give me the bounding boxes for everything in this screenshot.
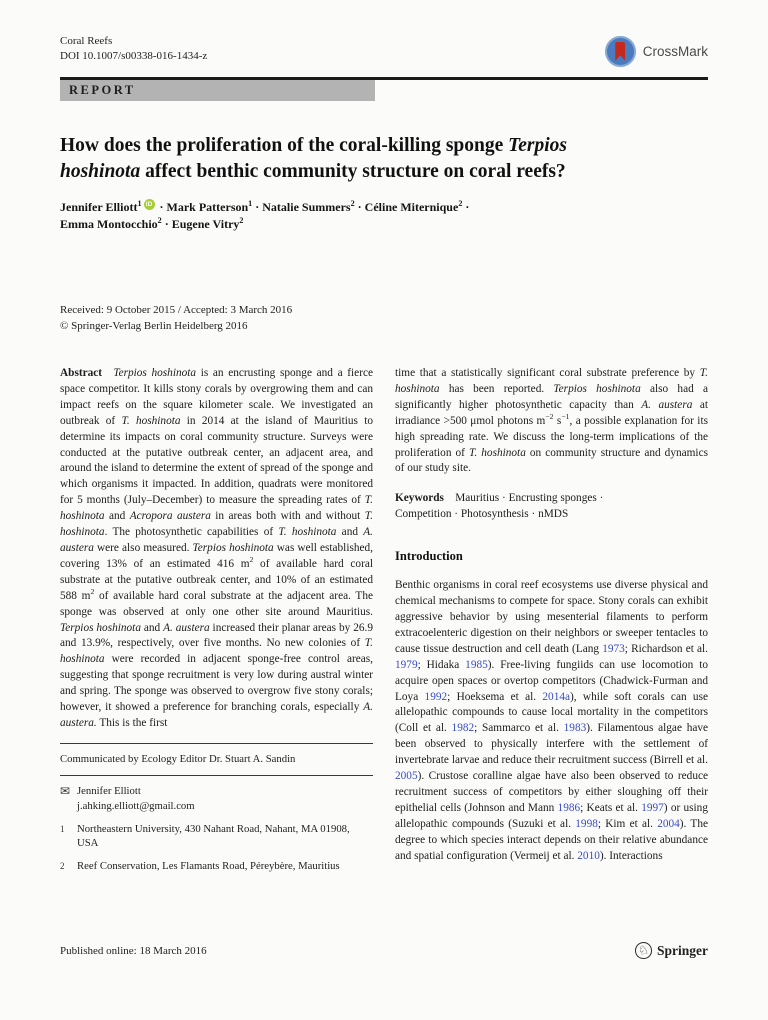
affiliation-text: Northeastern University, 430 Nahant Road, Nahant, MA 01908, USA (77, 822, 350, 850)
affiliation-item (60, 822, 373, 851)
authors-line: Jennifer Elliott$^1$ iD · Mark Patterson$^1$ · Natalie Summers$^2$ · Céline Miternique$^2$ · Emma Montocchio$^2$ · Eugene Vitry$^2$ (60, 199, 470, 231)
citation-link[interactable]: 1986 (557, 801, 581, 814)
citation-link[interactable]: 1979 (395, 658, 418, 671)
introduction-heading: Introduction (395, 549, 463, 564)
keywords-line: Keywords Mauritius · Encrusting sponges · Competition · Photosynthesis · nMDS (395, 492, 604, 521)
crossmark-logo[interactable] (605, 36, 708, 67)
citation-link[interactable]: 1997 (641, 801, 664, 814)
paper-title: How does the proliferation of the coral-killing sponge Terpios hoshinota affect benthic community structure on coral reefs? (60, 135, 568, 182)
footnotes-block (60, 743, 373, 874)
journal-name: Coral Reefs (60, 35, 113, 47)
doi: DOI 10.1007/s00338-016-1434-z (60, 50, 208, 62)
crossmark-label: CrossMark (642, 44, 708, 59)
affiliation-text: Reef Conservation, Les Flamants Road, Péreybère, Mauritius (77, 859, 340, 872)
bookmark-icon (615, 42, 625, 61)
abstract-paragraph: Abstract Terpios hoshinota is an encrusting sponge and a fierce space competitor. It kills stony corals by overgrowing them and can impact reefs on the square kilometer scale. We investigated an outbreak of T. hoshinota in 2014 at the island of Mauritius to determine its impacts on coral community structure. Surveys were conducted at the putative outbreak center, an adjacent area, and around the island to determine the extent of spread of the sponge and which organisms it impacted. In addition, quadrats were monitored for 5 months (July–December) to measure the spreading rates of T. hoshinota and Acropora austera in areas both with and without T. hoshinota. The photosynthetic capabilities of T. hoshinota and A. austera were also measured. Terpios hoshinota was well established, covering 13% of an estimated 416 $m^2$ of available hard coral substrate at the putative outbreak center, and 10% of an estimated 588 $m^2$ of available hard coral substrate at the adjacent area. The sponge was observed at only one other site around Mauritius. Terpios hoshinota and A. austera increased their planar areas by 26.9 and 13.9%, respectively, over five months. No new colonies of T. hoshinota were recorded in adjacent sponge-free control areas, suggesting that sponge recruitment is very low during austral winter and spring. The sponge was observed to overgrow five stony corals; however, it showed a preference for branching corals, especially A. austera. This is the first (60, 367, 373, 729)
orcid-icon[interactable]: iD (144, 199, 155, 210)
affiliation-marker: 1 (60, 823, 65, 834)
citation-link[interactable]: 1982 (451, 722, 475, 735)
dates-block (60, 303, 708, 334)
citation-link[interactable]: 1992 (424, 690, 448, 703)
citation-link[interactable]: 2010 (577, 849, 600, 862)
citation-link[interactable]: 1973 (602, 642, 625, 655)
abstract-continuation: time that a statistically significant coral substrate preference by T. hoshinota has been reported. Terpios hoshinota also had a significantly higher photosynthetic capacity than A. austera at irradiance >500 μmol photons $m^{-2}$ $s^{-1}$, a possible explanation for its high spreading rate. We discuss the long-term implications of the proliferation of T. hoshinota on community structure and dynamics of our study site. (395, 367, 708, 475)
citation-link[interactable]: 2005 (395, 770, 418, 783)
published-online: Published online: 18 March 2016 (60, 944, 207, 957)
correspondence-email[interactable]: j.ahking.elliott@gmail.com (77, 800, 195, 813)
springer-logo (635, 942, 708, 959)
introduction-paragraph: Benthic organisms in coral reef ecosystems use diverse physical and chemical mechanisms to compete for space. Stony corals can exhibit aggressive behavior by using mesenterial filaments to perform extracoelenteric digestion on their neighbors or sweeper tentacles to cause tissue destruction and cell death (Lang 1973; Richardson et al. 1979; Hidaka 1985). Free-living fungiids can use locomotion to acquire open spaces or overtop competitors (Chadwick-Furman and Loya 1992; Hoeksema et al. 2014a), while soft corals can use allelopathic compounds to cause local mortality in the competitors (Coll et al. 1982; Sammarco et al. 1983). Filamentous algae have been observed to physically interfere with the settlement of invertebrate larvae and reduce their recruitment success (Birrell et al. 2005). Crustose coralline algae have also been observed to reduce recruitment success of competitors by either sloughing off their epithelial cells (Johnson and Mann 1986; Keats et al. 1997) or using allelopathic compounds (Suzuki et al. 1998; Kim et al. 2004). The degree to which species interact depends on their relative abundance and spatial configuration (Vermeij et al. 2010). Interactions (395, 579, 709, 862)
received-accepted-line: Received: 9 October 2015 / Accepted: 3 March 2016 (60, 304, 293, 316)
two-column-body (60, 366, 708, 873)
citation-link[interactable]: 2014a (542, 690, 571, 703)
left-column (60, 366, 373, 873)
affiliation-marker: 2 (60, 860, 65, 871)
page-footer (60, 942, 708, 959)
affiliation-item (60, 859, 373, 874)
correspondence-name: Jennifer Elliott (77, 785, 141, 798)
springer-knight-icon: ♘ (634, 941, 653, 960)
email-icon: ✉ (60, 784, 71, 799)
page-header (60, 34, 708, 67)
copyright-line: © Springer-Verlag Berlin Heidelberg 2016 (60, 319, 248, 332)
footnote-rule (60, 743, 373, 744)
correspondence-block (60, 784, 373, 813)
report-badge: REPORT (60, 80, 375, 101)
crossmark-icon (605, 36, 636, 67)
communicated-by-note: Communicated by Ecology Editor Dr. Stuart A. Sandin (60, 752, 296, 765)
citation-link[interactable]: 1998 (575, 817, 598, 830)
citation-link[interactable]: 1983 (563, 722, 587, 735)
right-column (395, 366, 708, 873)
springer-label: Springer (656, 942, 708, 958)
footnote-rule (60, 775, 373, 776)
citation-link[interactable]: 1985 (465, 658, 488, 671)
citation-link[interactable]: 2004 (657, 817, 680, 830)
